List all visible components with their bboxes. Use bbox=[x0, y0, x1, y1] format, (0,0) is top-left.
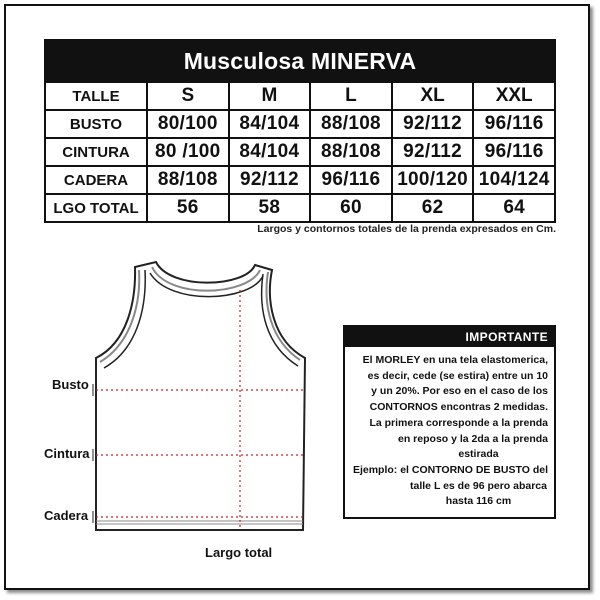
important-line: El MORLEY en una tela elastomerica, bbox=[362, 354, 548, 366]
table-cell: 104/124 bbox=[473, 166, 555, 194]
row-label: LGO TOTAL bbox=[45, 194, 147, 222]
important-title: IMPORTANTE bbox=[345, 327, 554, 347]
hip-label: Cadera bbox=[44, 508, 89, 523]
table-cell: 62 bbox=[392, 194, 474, 222]
size-header: M bbox=[229, 82, 311, 110]
table-cell: 58 bbox=[229, 194, 311, 222]
table-cell: 96/116 bbox=[473, 110, 555, 138]
important-line: CONTORNOS encontras 2 medidas. bbox=[369, 401, 548, 414]
table-cell: 88/108 bbox=[310, 138, 392, 166]
row-label: CADERA bbox=[45, 166, 147, 194]
table-cell: 96/116 bbox=[310, 166, 392, 194]
table-footnote: Largos y contornos totales de la prenda expresados en Cm. bbox=[257, 223, 556, 235]
bust-label: Busto bbox=[52, 377, 89, 392]
table-cell: 84/104 bbox=[229, 110, 311, 138]
table-cell: 92/112 bbox=[229, 166, 311, 194]
waist-label: Cintura bbox=[44, 446, 90, 461]
table-title: Musculosa MINERVA bbox=[45, 40, 555, 82]
important-line: en reposo y la 2da a la prenda bbox=[398, 432, 548, 445]
size-header: XXL bbox=[473, 82, 555, 110]
size-header: L bbox=[310, 82, 392, 110]
important-line: y un 20%. Por eso en el caso de los bbox=[371, 385, 548, 398]
important-box bbox=[343, 325, 556, 519]
important-line: talle L es de 96 pero abarca bbox=[410, 479, 547, 492]
important-text bbox=[345, 347, 554, 510]
table-cell: 88/108 bbox=[310, 110, 392, 138]
row-label: CINTURA bbox=[45, 138, 147, 166]
table-cell: 80 /100 bbox=[147, 138, 229, 166]
header-label: TALLE bbox=[45, 82, 147, 110]
row-label: BUSTO bbox=[45, 110, 147, 138]
table-cell: 96/116 bbox=[473, 138, 555, 166]
table-cell: 88/108 bbox=[147, 166, 229, 194]
table-cell: 84/104 bbox=[229, 138, 311, 166]
length-label: Largo total bbox=[205, 545, 273, 560]
table-cell: 80/100 bbox=[147, 110, 229, 138]
tank-top-outline bbox=[96, 262, 305, 530]
table-cell: 92/112 bbox=[392, 110, 474, 138]
table-cell: 60 bbox=[310, 194, 392, 222]
important-line: La primera corresponde a la prenda bbox=[369, 416, 548, 429]
important-line: hasta 116 cm bbox=[445, 495, 512, 508]
table-cell: 56 bbox=[147, 194, 229, 222]
important-line: Ejemplo: el CONTORNO DE BUSTO del bbox=[352, 463, 548, 476]
table-cell: 64 bbox=[473, 194, 555, 222]
table-cell: 100/120 bbox=[392, 166, 474, 194]
important-line: es decir, cede (se estira) entre un 10 bbox=[367, 369, 548, 382]
table-cell: 92/112 bbox=[392, 138, 474, 166]
size-header: XL bbox=[392, 82, 474, 110]
size-header: S bbox=[147, 82, 229, 110]
important-line: estirada bbox=[458, 448, 499, 461]
